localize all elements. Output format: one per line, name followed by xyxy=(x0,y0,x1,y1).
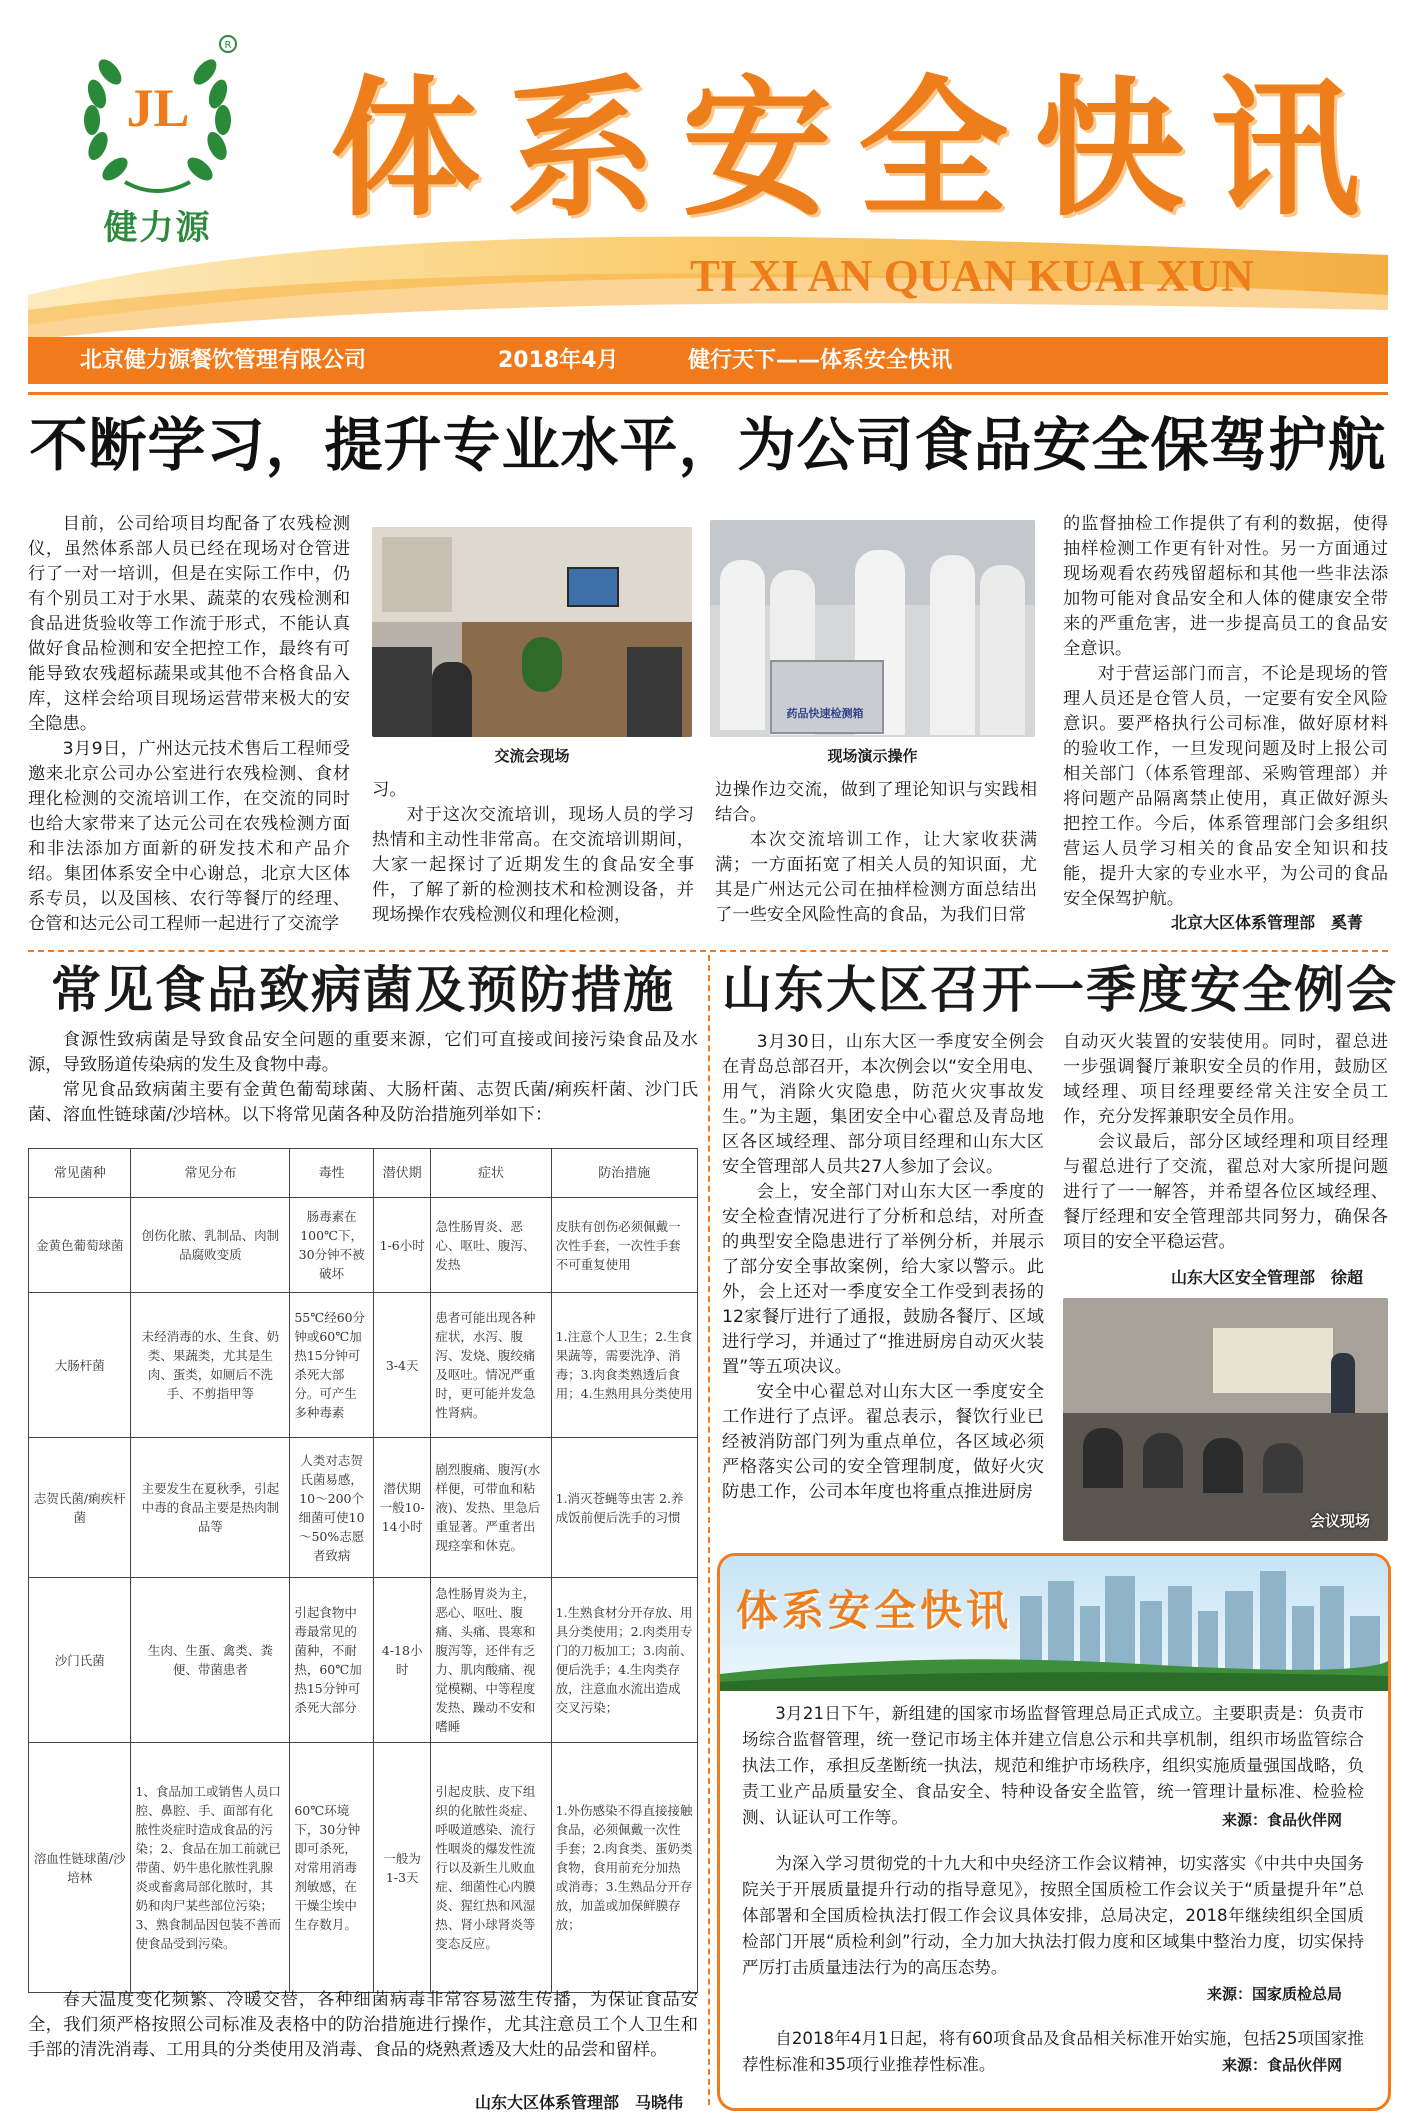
training-room-photo xyxy=(372,527,692,737)
table-cell: 引起皮肤、皮下组织的化脓性炎症、呼吸道感染、流行性咽炎的爆发性流行以及新生儿败血症、细菌性心内膜炎、猩红热和风湿热、肾小球肾炎等变态反应。 xyxy=(431,1743,551,1993)
banner-bar xyxy=(28,337,1388,384)
table-cell: 1.外伤感染不得直接接触食品，必须佩戴一次性手套；2.肉食类、蛋奶类食物，食用前充分加热或消毒；3.生熟品分开存放，加盖或加保鲜膜存放； xyxy=(551,1743,697,1993)
training-room-caption: 交流会现场 xyxy=(494,747,570,765)
news-text: 3月21日下午，新组建的国家市场监督管理总局正式成立。主要职责是：负责市场综合监督管理，统一登记市场主体并建立信息公示和共享机制，组织市场监管综合执法工作，承担反垄断统一执法，规范和维护市场秩序，组织实施质量强国战略，负责工业产品质量安全、食品安全、特种设备安全监管，统一管理计量标准、检验检测、认证认可工作等。 xyxy=(742,1704,1364,1827)
table-cell: 大肠杆菌 xyxy=(29,1293,131,1438)
table-cell: 1.消灭苍蝇等虫害 2.养成饭前便后洗手的习惯 xyxy=(551,1438,697,1578)
table-cell: 55℃经60分钟或60℃加热15分钟可杀死大部分。可产生多种毒素 xyxy=(290,1293,374,1438)
table-header-cell: 毒性 xyxy=(290,1149,374,1198)
table-cell: 未经消毒的水、生食、奶类、果蔬类，尤其是生肉、蛋类，如厕后不洗手、不剪指甲等 xyxy=(131,1293,290,1438)
news-box xyxy=(717,1553,1391,2111)
table-row xyxy=(29,1438,698,1578)
news-source: 来源：国家质检总局 xyxy=(1206,1985,1342,2003)
shandong-paragraph: 3月30日，山东大区一季度安全例会在青岛总部召开，本次例会以“安全用电、用气，消除火灾隐患，防范火灾事故发生。”为主题，集团安全中心翟总及青岛地区各区域经理、部分项目经理和山东大区安全管理部人员共27人参加了会议。 xyxy=(722,1032,1044,1177)
table-cell: 肠毒素在100℃下，30分钟不被破坏 xyxy=(290,1198,374,1293)
pathogens-table-wrap xyxy=(28,1148,698,1993)
table-header-cell: 防治措施 xyxy=(551,1149,697,1198)
news-source: 来源：食品伙伴网 xyxy=(1221,1811,1342,1829)
table-cell: 60℃环境下，30分钟即可杀死，对常用消毒剂敏感，在干燥尘埃中生存数月。 xyxy=(290,1743,374,1993)
shandong-paragraph: 会上，安全部门对山东大区一季度的安全检查情况进行了分析和总结，对所查的典型安全隐患进行了举例分析，并展示了部分安全事故案例，给大家以警示。此外，会上还对一季度安全工作受到表扬的12家餐厅进行了通报，鼓励各餐厅、区域进行学习，并通过了“推进厨房自动灭火装置”等五项决议。 xyxy=(722,1182,1044,1377)
table-cell: 潜伏期一般10-14小时 xyxy=(373,1438,430,1578)
table-cell: 患者可能出现各种症状，水泻、腹泻、发烧、腹绞痛及呕吐。情况严重时，更可能并发急性肾病。 xyxy=(431,1293,551,1438)
news-text: 自2018年4月1日起，将有60项食品及食品相关标准开始实施，包括25项国家推荐性标准和35项行业推荐性标准。 xyxy=(742,2029,1364,2074)
table-cell: 3-4天 xyxy=(373,1293,430,1438)
lead-paragraph: 边操作边交流，做到了理论知识与实践相结合。 xyxy=(715,780,1037,825)
table-cell: 主要发生在夏秋季，引起中毒的食品主要是热肉制品等 xyxy=(131,1438,290,1578)
column-divider xyxy=(708,955,710,2105)
table-header-row xyxy=(29,1149,698,1198)
news-text: 为深入学习贯彻党的十九大和中央经济工作会议精神，切实落实《中共中央国务院关于开展质量提升行动的指导意见》，按照全国质检工作会议关于“质量提升年”总体部署和全国质检执法打假工作会议具体安排，总局决定，2018年继续组织全国质检部门开展“质检利剑”行动，全力加大执法打假力度和区域集中整治力度，切实保持严厉打击质量违法行为的高压态势。 xyxy=(742,1854,1364,1977)
table-cell: 引起食物中毒最常见的菌种，不耐热，60℃加热15分钟可杀死大部分 xyxy=(290,1578,374,1743)
news-source: 来源：食品伙伴网 xyxy=(1221,2056,1342,2074)
table-cell: 人类对志贺氏菌易感，10～200个细菌可使10～50%志愿者致病 xyxy=(290,1438,374,1578)
banner-slogan: 健行天下——体系安全快讯 xyxy=(688,348,953,373)
table-row xyxy=(29,1743,698,1993)
pathogens-outro-wrap xyxy=(28,1988,698,2063)
table-row xyxy=(29,1293,698,1438)
meeting-photo-caption: 会议现场 xyxy=(1309,1512,1370,1530)
shandong-paragraph: 会议最后，部分区域经理和项目经理与翟总进行了交流，翟总对大家所提问题进行了一一解答，并希望各位区域经理、餐厅经理和安全管理部共同努力，确保各项目的安全平稳运营。 xyxy=(1063,1132,1388,1252)
lead-paragraph: 对于营运部门而言，不论是现场的管理人员还是仓管人员，一定要有安全风险意识。要严格执行公司标准，做好原材料的验收工作，一旦发现问题及时上报公司相关部门（体系管理部、采购管理部）并将问题产品隔离禁止使用，真正做好源头把控工作。今后，体系管理部门会多组织营运人员学习相关的食品安全知识和技能，提升大家的专业水平，为公司的食品安全保驾护航。 xyxy=(1063,664,1388,909)
lead-col-2 xyxy=(372,778,694,928)
banner-date: 2018年4月 xyxy=(498,348,619,373)
lead-paragraph: 习。 xyxy=(372,780,407,800)
lead-paragraph: 本次交流培训工作，让大家收获满满；一方面拓宽了相关人员的知识面，尤其是广州达元公司在抽样检测方面总结出了一些安全风险性高的食品，为我们日常 xyxy=(715,830,1037,925)
table-cell: 一般为1-3天 xyxy=(373,1743,430,1993)
masthead-title: 体系安全快讯 xyxy=(330,61,1387,237)
shandong-col-2 xyxy=(1063,1030,1388,1255)
demo-operation-caption: 现场演示操作 xyxy=(827,747,918,765)
table-cell: 皮肤有创伤必须佩戴一次性手套，一次性手套不可重复使用 xyxy=(551,1198,697,1293)
table-cell: 金黄色葡萄球菌 xyxy=(29,1198,131,1293)
table-cell: 溶血性链球菌/沙培林 xyxy=(29,1743,131,1993)
logo-name: 健力源 xyxy=(103,208,212,248)
shandong-col-1 xyxy=(722,1030,1044,1505)
table-cell: 1.注意个人卫生；2.生食果蔬等，需要洗净、消毒；3.肉食类熟透后食用；4.生熟用具分类使用 xyxy=(551,1293,697,1438)
masthead xyxy=(0,0,1415,395)
svg-text:R: R xyxy=(224,40,232,51)
shandong-paragraph: 安全中心翟总对山东大区一季度安全工作进行了点评。翟总表示，餐饮行业已经被消防部门列为重点单位，各区域必须严格落实公司的安全管理制度，做好火灾防患工作，公司本年度也将重点推进厨房 xyxy=(722,1382,1044,1502)
section-divider xyxy=(28,950,1388,952)
lead-col-4 xyxy=(1063,512,1388,912)
pathogens-paragraph: 常见食品致病菌主要有金黄色葡萄球菌、大肠杆菌、志贺氏菌/痢疾杆菌、沙门氏菌、溶血性链球菌/沙培林。以下将常见菌各种及防治措施列举如下： xyxy=(28,1080,698,1125)
news-banner-image xyxy=(720,1556,1388,1691)
table-cell: 1-6小时 xyxy=(373,1198,430,1293)
table-cell: 沙门氏菌 xyxy=(29,1578,131,1743)
meeting-photo xyxy=(1063,1298,1388,1541)
logo-initials: JL xyxy=(126,78,190,138)
table-header-cell: 症状 xyxy=(431,1149,551,1198)
table-cell: 创伤化脓、乳制品、肉制品腐败变质 xyxy=(131,1198,290,1293)
table-cell: 急性肠胃炎、恶心、呕吐、腹泻、发热 xyxy=(431,1198,551,1293)
demo-box-label: 药品快速检测箱 xyxy=(786,707,864,720)
table-cell: 1、食品加工或销售人员口腔、鼻腔、手、面部有化脓性炎症时造成食品的污染；2、食品在加工前就已带菌、奶牛患化脓性乳腺炎或畜禽局部化脓时，其奶和肉尸某些部位污染；3、熟食制品因包装不善而使食品受到污染。 xyxy=(131,1743,290,1993)
table-row xyxy=(29,1578,698,1743)
shandong-signature: 山东大区安全管理部 徐超 xyxy=(1170,1268,1363,1287)
pathogens-outro: 春天温度变化频繁、冷暖交替，各种细菌病毒非常容易滋生传播，为保证食品安全，我们须严格按照公司标准及表格中的防治措施进行操作，尤其注意员工个人卫生和手部的清洗消毒、工用具的分类使用及消毒、食品的烧熟煮透及大灶的品尝和留样。 xyxy=(28,1990,698,2060)
lead-paragraph: 对于这次交流培训，现场人员的学习热情和主动性非常高。在交流培训期间，大家一起探讨了近期发生的食品安全事件，了解了新的检测技术和检测设备，并现场操作农残检测仪和理化检测， xyxy=(372,805,694,925)
banner-rule xyxy=(28,392,1388,395)
table-cell: 急性肠胃炎为主，恶心、呕吐、腹痛、头痛、畏寒和腹泻等，还伴有乏力、肌肉酸痛、视觉模糊、中等程度发热、躁动不安和嗜睡 xyxy=(431,1578,551,1743)
table-header-cell: 潜伏期 xyxy=(373,1149,430,1198)
banner-company: 北京健力源餐饮管理有限公司 xyxy=(80,348,367,373)
pathogens-paragraph: 食源性致病菌是导致食品安全问题的重要来源，它们可直接或间接污染食品及水源，导致肠道传染病的发生及食物中毒。 xyxy=(28,1030,698,1075)
shandong-paragraph: 自动灭火装置的安装使用。同时，翟总进一步强调餐厅兼职安全员的作用，鼓励区域经理、项目经理要经常关注安全员工作，充分发挥兼职安全员作用。 xyxy=(1063,1032,1388,1127)
pathogens-headline: 常见食品致病菌及预防措施 xyxy=(51,960,675,1019)
lead-col-3 xyxy=(715,778,1037,928)
lead-paragraph: 目前，公司给项目均配备了农残检测仪，虽然体系部人员已经在现场对仓管进行了一对一培训，但是在实际工作中，仍有个别员工对于水果、蔬菜的农残检测和食品进货验收等工作流于形式，不能认真做好食品检测和安全把控工作，最终有可能导致农残超标蔬果或其他不合格食品入库，这样会给项目现场运营带来极大的安全隐患。 xyxy=(28,514,350,734)
table-cell: 生肉、生蛋、禽类、粪便、带菌患者 xyxy=(131,1578,290,1743)
pathogens-table xyxy=(28,1148,698,1993)
table-cell: 4-18小时 xyxy=(373,1578,430,1743)
demo-operation-photo xyxy=(710,520,1035,737)
lead-signature: 北京大区体系管理部 奚菁 xyxy=(1170,913,1363,932)
table-header-cell: 常见菌种 xyxy=(29,1149,131,1198)
news-item xyxy=(742,1851,1364,1981)
lead-headline: 不断学习，提升专业水平，为公司食品安全保驾护航 xyxy=(29,411,1387,479)
table-header-cell: 常见分布 xyxy=(131,1149,290,1198)
table-row xyxy=(29,1198,698,1293)
company-logo xyxy=(70,32,245,247)
shandong-headline: 山东大区召开一季度安全例会 xyxy=(722,960,1398,1019)
pathogens-signature: 山东大区体系管理部 马晓伟 xyxy=(474,2093,683,2112)
lead-col-1 xyxy=(28,512,350,937)
table-cell: 1.生熟食材分开存放、用具分类使用；2.肉类用专门的刀板加工；3.肉前、便后洗手；4.生肉类存放，注意血水流出造成交叉污染； xyxy=(551,1578,697,1743)
lead-paragraph: 的监督抽检工作提供了有利的数据，使得抽样检测工作更有针对性。另一方面通过现场观看农药残留超标和其他一些非法添加物可能对食品安全和人体的健康安全带来的严重危害，进一步提高员工的食品安全意识。 xyxy=(1063,514,1388,659)
lead-paragraph: 3月9日，广州达元技术售后工程师受邀来北京公司办公室进行农残检测、食材理化检测的交流培训工作，在交流的同时也给大家带来了达元公司在农残检测方面和非法添加方面新的研发技术和产品介绍。集团体系安全中心谢总，北京大区体系专员，以及国核、农行等餐厅的经理、仓管和达元公司工程师一起进行了交流学 xyxy=(28,739,350,934)
pathogens-intro xyxy=(28,1028,698,1128)
table-cell: 志贺氏菌/痢疾杆菌 xyxy=(29,1438,131,1578)
masthead-pinyin: TI XI AN QUAN KUAI XUN xyxy=(690,251,1254,301)
news-box-title: 体系安全快讯 xyxy=(736,1586,1013,1635)
table-cell: 剧烈腹痛、腹泻(水样便，可带血和粘液)、发热、里急后重显著。严重者出现痉挛和休克。 xyxy=(431,1438,551,1578)
